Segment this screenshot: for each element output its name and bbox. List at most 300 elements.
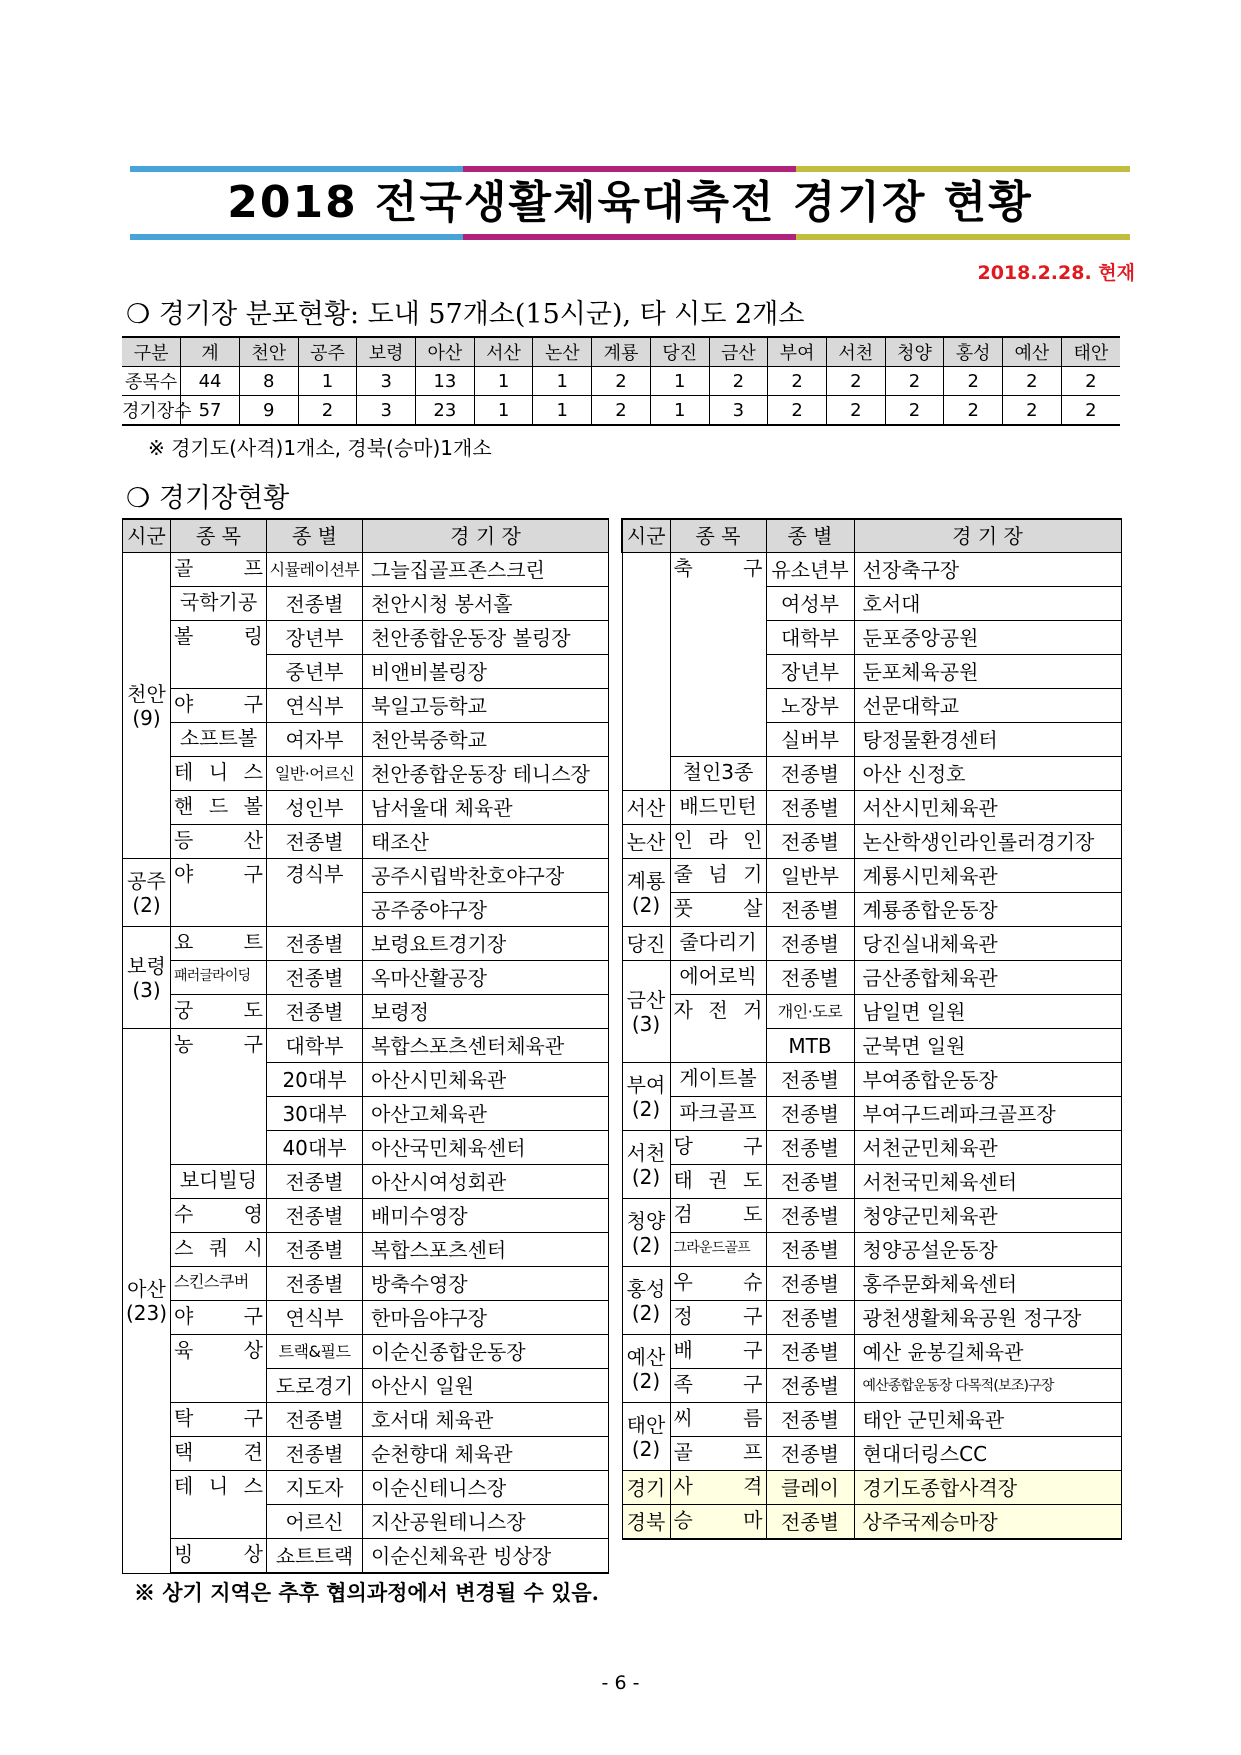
region-cell: 천안 (9) [123,553,171,859]
venue-name-cell: 논산학생인라인롤러경기장 [854,825,1121,859]
venue-table-left [122,518,609,1574]
division-cell: 경식부 [267,859,363,927]
division-cell: 실버부 [766,723,854,757]
venue-row [622,1131,1121,1165]
division-cell: 개인·도로 [766,995,854,1029]
sport-cell: 수 영 [171,1199,267,1233]
venue-name-cell: 홍주문화체육센터 [854,1267,1121,1301]
venue-name-cell: 당진실내체육관 [854,927,1121,961]
sport-cell: 궁 도 [171,995,267,1029]
sport-cell: 육 상 [171,1335,267,1403]
venue-row [123,1471,609,1505]
division-cell: 전종별 [766,1369,854,1403]
venue-name-cell: 금산종합체육관 [854,961,1121,995]
division-cell: 전종별 [766,1165,854,1199]
venue-row [123,859,609,893]
division-cell: 전종별 [766,1437,854,1471]
venue-name-cell: 이순신테니스장 [363,1471,609,1505]
venue-row [622,927,1121,961]
division-cell: 전종별 [766,1335,854,1369]
division-cell: 클레이 [766,1471,854,1505]
venue-row [622,1437,1121,1471]
venue-row [622,1097,1121,1131]
venue-header-cell: 종 별 [766,519,854,553]
division-cell: MTB [766,1029,854,1063]
venue-name-cell: 공주시립박찬호야구장 [363,859,609,893]
sport-cell: 파크골프 [670,1097,766,1131]
division-cell: 트랙&필드 [267,1335,363,1369]
venue-name-cell: 지산공원테니스장 [363,1505,609,1539]
venue-name-cell: 공주중야구장 [363,893,609,927]
venue-name-cell: 아산시 일원 [363,1369,609,1403]
division-cell: 쇼트트랙 [267,1539,363,1574]
distribution-cell: 2 [826,367,885,396]
region-cell: 청양 (2) [622,1199,670,1267]
venue-row [622,1369,1121,1403]
venue-row [123,621,609,655]
venue-name-cell: 둔포체육공원 [854,655,1121,689]
sport-cell: 우 슈 [670,1267,766,1301]
distribution-cell: 3 [357,396,416,426]
venue-name-cell: 서천국민체육센터 [854,1165,1121,1199]
venue-name-cell: 태안 군민체육관 [854,1403,1121,1437]
venue-name-cell: 서산시민체육관 [854,791,1121,825]
division-cell: 전종별 [267,927,363,961]
venue-row [123,927,609,961]
division-cell: 전종별 [766,893,854,927]
distribution-header-cell: 예산 [1003,337,1062,367]
distribution-cell: 2 [709,367,768,396]
division-cell: 성인부 [267,791,363,825]
division-cell: 전종별 [766,1301,854,1335]
sport-cell: 스킨스쿠버 [171,1267,267,1301]
venue-row [123,1233,609,1267]
page-title: 2018 전국생활체육대축전 경기장 현황 [227,177,1033,228]
venue-row [622,553,1121,587]
venue-row [123,1437,609,1471]
venue-name-cell: 탕정물환경센터 [854,723,1121,757]
distribution-cell: 2 [1061,396,1120,426]
venue-name-cell: 청양공설운동장 [854,1233,1121,1267]
division-cell: 전종별 [766,1267,854,1301]
division-cell: 노장부 [766,689,854,723]
sport-cell: 소프트볼 [171,723,267,757]
division-cell: 연식부 [267,1301,363,1335]
division-cell: 일반·어르신 [267,757,363,791]
venue-row [622,1471,1121,1505]
venue-row [622,859,1121,893]
region-cell: 홍성 (2) [622,1267,670,1335]
venue-row [123,1301,609,1335]
division-cell: 전종별 [766,825,854,859]
sport-cell: 배 구 [670,1335,766,1369]
region-cell: 공주 (2) [123,859,171,927]
venue-row [123,995,609,1029]
distribution-header-cell: 청양 [885,337,944,367]
sport-cell: 요 트 [171,927,267,961]
distribution-cell: 2 [885,396,944,426]
venue-name-cell: 천안북중학교 [363,723,609,757]
distribution-header-cell: 홍성 [944,337,1003,367]
division-cell: 전종별 [267,1403,363,1437]
sport-cell: 야 구 [171,1301,267,1335]
sport-cell: 등 산 [171,825,267,859]
distribution-cell: 1 [474,396,533,426]
venue-name-cell: 아산시여성회관 [363,1165,609,1199]
distribution-table [122,336,1120,426]
venue-row [622,757,1121,791]
venue-name-cell: 이순신체육관 빙상장 [363,1539,609,1574]
distribution-cell: 2 [1003,396,1062,426]
venue-name-cell: 호서대 [854,587,1121,621]
sport-cell: 풋 살 [670,893,766,927]
venue-name-cell: 계룡종합운동장 [854,893,1121,927]
distribution-cell: 2 [885,367,944,396]
venue-row [123,1403,609,1437]
venue-name-cell: 옥마산활공장 [363,961,609,995]
distribution-header-cell: 당진 [650,337,709,367]
distribution-header-cell: 구분 [122,337,181,367]
venue-name-cell: 배미수영장 [363,1199,609,1233]
sport-cell: 족 구 [670,1369,766,1403]
venue-row [123,1029,609,1063]
division-cell: 전종별 [766,927,854,961]
distribution-cell: 2 [1003,367,1062,396]
venue-name-cell: 예산 윤봉길체육관 [854,1335,1121,1369]
venue-name-cell: 서천군민체육관 [854,1131,1121,1165]
division-cell: 전종별 [766,791,854,825]
venue-row [622,1403,1121,1437]
distribution-cell: 경기장수 [122,396,181,426]
division-cell: 장년부 [766,655,854,689]
section-heading-distribution: ❍ 경기장 분포현황: 도내 57개소(15시군), 타 시도 2개소 [126,299,805,330]
venue-header-cell: 경 기 장 [854,519,1121,553]
venue-row [622,1301,1121,1335]
distribution-cell: 23 [416,396,475,426]
venue-name-cell: 경기도종합사격장 [854,1471,1121,1505]
distribution-cell: 2 [826,396,885,426]
venue-name-cell: 상주국제승마장 [854,1505,1121,1540]
venue-header-row [622,519,1121,553]
venue-name-cell: 예산종합운동장 다목적(보조)구장 [854,1369,1121,1403]
venue-name-cell: 아산 신정호 [854,757,1121,791]
venue-name-cell: 호서대 체육관 [363,1403,609,1437]
sport-cell: 사 격 [670,1471,766,1505]
venue-name-cell: 남일면 일원 [854,995,1121,1029]
distribution-cell: 1 [650,367,709,396]
venue-name-cell: 보령정 [363,995,609,1029]
sport-cell: 스 쿼 시 [171,1233,267,1267]
distribution-cell: 2 [944,367,1003,396]
venue-row [622,1165,1121,1199]
venue-name-cell: 순천향대 체육관 [363,1437,609,1471]
distribution-cell: 2 [944,396,1003,426]
venue-name-cell: 태조산 [363,825,609,859]
division-cell: 전종별 [267,1267,363,1301]
venue-name-cell: 아산시민체육관 [363,1063,609,1097]
division-cell: 전종별 [766,1131,854,1165]
region-cell: 아산 (23) [123,1029,171,1574]
venue-header-cell: 종 목 [171,519,267,553]
venue-row [622,961,1121,995]
venue-row [123,689,609,723]
venue-header-cell: 시군 [123,519,171,553]
division-cell: 장년부 [267,621,363,655]
venue-row [123,1267,609,1301]
sport-cell: 탁 구 [171,1403,267,1437]
division-cell: 시뮬레이션부 [267,553,363,587]
venue-row [622,1335,1121,1369]
division-cell: 전종별 [267,1199,363,1233]
venue-name-cell: 이순신종합운동장 [363,1335,609,1369]
division-cell: 여자부 [267,723,363,757]
sport-cell: 검 도 [670,1199,766,1233]
sport-cell: 당 구 [670,1131,766,1165]
venue-row [622,825,1121,859]
venue-name-cell: 군북면 일원 [854,1029,1121,1063]
division-cell: 전종별 [766,1063,854,1097]
division-cell: 유소년부 [766,553,854,587]
sport-cell: 철인3종 [670,757,766,791]
venue-header-cell: 시군 [622,519,670,553]
venue-row [123,961,609,995]
division-cell: 대학부 [267,1029,363,1063]
venue-row [123,825,609,859]
venue-name-cell: 청양군민체육관 [854,1199,1121,1233]
division-cell: 전종별 [766,757,854,791]
title-banner [130,166,1130,240]
division-cell: 전종별 [766,961,854,995]
division-cell: 중년부 [267,655,363,689]
division-cell: 전종별 [267,961,363,995]
sport-cell: 자 전 거 [670,995,766,1063]
sport-cell: 보디빌딩 [171,1165,267,1199]
division-cell: 전종별 [267,1233,363,1267]
division-cell: 지도자 [267,1471,363,1505]
division-cell: 전종별 [766,1505,854,1540]
venue-name-cell: 아산국민체육센터 [363,1131,609,1165]
region-cell: 계룡 (2) [622,859,670,927]
distribution-row [122,396,1120,426]
division-cell: 전종별 [766,1097,854,1131]
sport-cell: 줄 넘 기 [670,859,766,893]
sport-cell: 택 견 [171,1437,267,1471]
division-cell: 40대부 [267,1131,363,1165]
venue-row [123,1165,609,1199]
change-notice: ※ 상기 지역은 추후 협의과정에서 변경될 수 있음. [134,1580,599,1605]
division-cell: 대학부 [766,621,854,655]
venue-row [123,553,609,587]
distribution-cell: 1 [533,396,592,426]
venue-row [622,1267,1121,1301]
distribution-header-cell: 보령 [357,337,416,367]
venue-header-cell: 종 목 [670,519,766,553]
distribution-cell: 13 [416,367,475,396]
sport-cell: 승 마 [670,1505,766,1540]
sport-cell: 태 권 도 [670,1165,766,1199]
distribution-cell: 3 [709,396,768,426]
venue-row [622,791,1121,825]
sport-cell: 씨 름 [670,1403,766,1437]
division-cell: 전종별 [267,1437,363,1471]
venue-name-cell: 천안종합운동장 볼링장 [363,621,609,655]
venue-name-cell: 현대더링스CC [854,1437,1121,1471]
sport-cell: 골 프 [171,553,267,587]
venue-row [622,893,1121,927]
sport-cell: 테 니 스 [171,1471,267,1539]
distribution-header-cell: 계 [181,337,240,367]
venue-row [123,1199,609,1233]
section-heading-venues: ❍ 경기장현황 [126,483,290,514]
venue-name-cell: 계룡시민체육관 [854,859,1121,893]
region-cell: 예산 (2) [622,1335,670,1403]
division-cell: 전종별 [766,1403,854,1437]
distribution-cell: 2 [592,396,651,426]
venue-header-cell: 종 별 [267,519,363,553]
venue-name-cell: 부여구드레파크골프장 [854,1097,1121,1131]
sport-cell: 정 구 [670,1301,766,1335]
distribution-header-cell: 서산 [474,337,533,367]
venue-name-cell: 남서울대 체육관 [363,791,609,825]
venue-name-cell: 천안종합운동장 테니스장 [363,757,609,791]
division-cell: 30대부 [267,1097,363,1131]
venue-header-row [123,519,609,553]
distribution-cell: 2 [768,367,827,396]
venue-row [123,587,609,621]
division-cell: 전종별 [766,1233,854,1267]
division-cell: 도로경기 [267,1369,363,1403]
sport-cell: 골 프 [670,1437,766,1471]
sport-cell: 배드민턴 [670,791,766,825]
sport-cell: 빙 상 [171,1539,267,1574]
sport-cell: 에어로빅 [670,961,766,995]
venue-name-cell: 그늘집골프존스크린 [363,553,609,587]
sport-cell: 축 구 [670,553,766,757]
as-of-date: 2018.2.28. 현재 [977,262,1135,284]
venue-row [123,757,609,791]
sport-cell: 볼 링 [171,621,267,689]
sport-cell: 줄다리기 [670,927,766,961]
region-cell: 보령 (3) [123,927,171,1029]
distribution-header-cell: 아산 [416,337,475,367]
distribution-row [122,367,1120,396]
division-cell: 전종별 [267,587,363,621]
distribution-header-cell: 공주 [298,337,357,367]
distribution-header-cell: 태안 [1061,337,1120,367]
venue-name-cell: 북일고등학교 [363,689,609,723]
distribution-cell: 종목수 [122,367,181,396]
distribution-cell: 2 [768,396,827,426]
venue-row [622,995,1121,1029]
sport-cell: 농 구 [171,1029,267,1165]
division-cell: 여성부 [766,587,854,621]
venue-name-cell: 둔포중앙공원 [854,621,1121,655]
region-cell: 당진 [622,927,670,961]
region-cell: 서산 [622,791,670,825]
sport-cell: 국학기공 [171,587,267,621]
distribution-cell: 44 [181,367,240,396]
distribution-cell: 9 [239,396,298,426]
sport-cell: 야 구 [171,859,267,927]
division-cell: 연식부 [267,689,363,723]
venue-name-cell: 복합스포츠센터체육관 [363,1029,609,1063]
distribution-cell: 2 [1061,367,1120,396]
distribution-cell: 1 [298,367,357,396]
venue-header-cell: 경 기 장 [363,519,609,553]
page-number: - 6 - [601,1672,640,1694]
venue-name-cell: 아산고체육관 [363,1097,609,1131]
venue-name-cell: 복합스포츠센터 [363,1233,609,1267]
distribution-header-cell: 천안 [239,337,298,367]
division-cell: 전종별 [267,995,363,1029]
distribution-header-cell: 계룡 [592,337,651,367]
sport-cell: 게이트볼 [670,1063,766,1097]
venue-name-cell: 한마음야구장 [363,1301,609,1335]
sport-cell: 테 니 스 [171,757,267,791]
distribution-cell: 2 [592,367,651,396]
distribution-header-cell: 부여 [768,337,827,367]
venue-name-cell: 보령요트경기장 [363,927,609,961]
venue-row [622,1063,1121,1097]
region-cell: 금산 (3) [622,961,670,1063]
distribution-cell: 1 [474,367,533,396]
venue-name-cell: 선문대학교 [854,689,1121,723]
distribution-cell: 2 [298,396,357,426]
venue-row [622,1199,1121,1233]
venue-row [622,1505,1121,1540]
venue-row [123,1539,609,1574]
distribution-cell: 1 [533,367,592,396]
venue-row [123,791,609,825]
sport-cell: 인 라 인 [670,825,766,859]
region-cell: 논산 [622,825,670,859]
distribution-cell: 3 [357,367,416,396]
venue-name-cell: 선장축구장 [854,553,1121,587]
sport-cell: 패러글라이딩 [171,961,267,995]
region-cell: 서천 (2) [622,1131,670,1199]
distribution-row [122,337,1120,367]
venue-name-cell: 천안시청 봉서홀 [363,587,609,621]
region-cell: 경기 [622,1471,670,1505]
venue-name-cell: 방축수영장 [363,1267,609,1301]
region-cell [622,553,670,791]
region-cell: 부여 (2) [622,1063,670,1131]
venue-name-cell: 광천생활체육공원 정구장 [854,1301,1121,1335]
distribution-note: ※ 경기도(사격)1개소, 경북(승마)1개소 [148,436,492,460]
distribution-header-cell: 금산 [709,337,768,367]
division-cell: 전종별 [766,1199,854,1233]
distribution-cell: 1 [650,396,709,426]
distribution-header-cell: 서천 [826,337,885,367]
sport-cell: 그라운드골프 [670,1233,766,1267]
venue-row [123,1335,609,1369]
venue-row [123,723,609,757]
region-cell: 경북 [622,1505,670,1540]
sport-cell: 야 구 [171,689,267,723]
division-cell: 어르신 [267,1505,363,1539]
title-bottom-bar [130,234,1130,240]
venue-name-cell: 비앤비볼링장 [363,655,609,689]
distribution-header-cell: 논산 [533,337,592,367]
sport-cell: 핸 드 볼 [171,791,267,825]
distribution-cell: 8 [239,367,298,396]
venue-row [622,1233,1121,1267]
region-cell: 태안 (2) [622,1403,670,1471]
division-cell: 일반부 [766,859,854,893]
distribution-cell: 57 [181,396,240,426]
division-cell: 전종별 [267,825,363,859]
division-cell: 20대부 [267,1063,363,1097]
